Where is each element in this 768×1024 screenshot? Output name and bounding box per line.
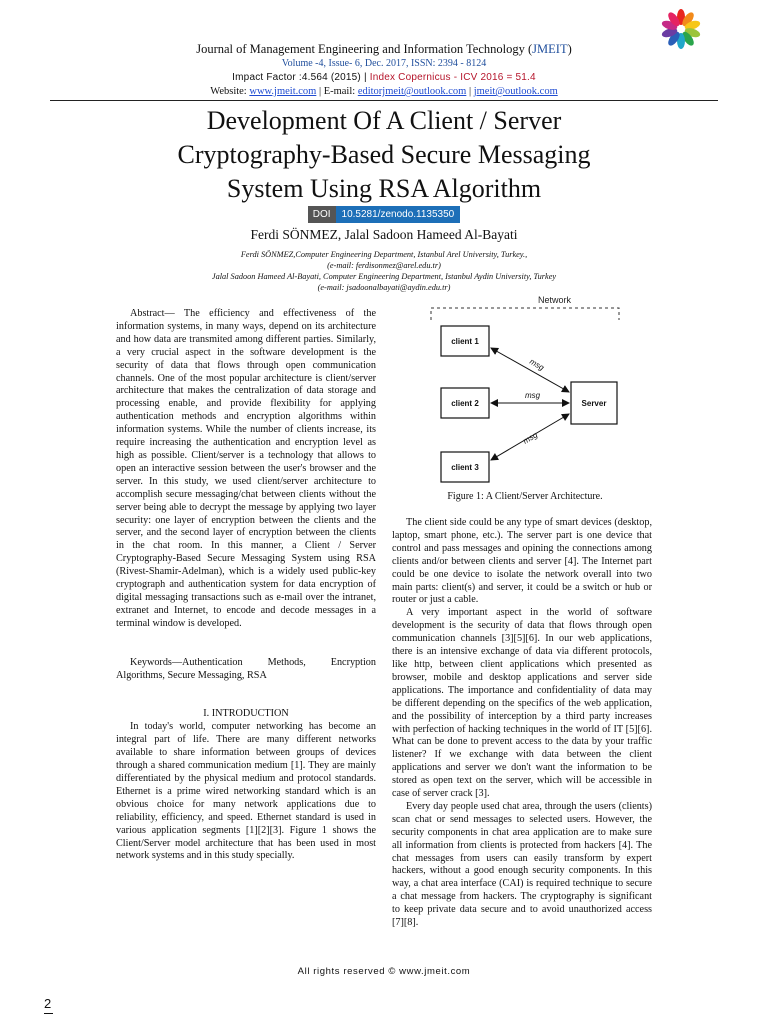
doi-label: DOI [308, 206, 336, 223]
paper-title [0, 104, 768, 206]
network-label: Network [538, 295, 572, 305]
authors: Ferdi SÖNMEZ, Jalal Sadoon Hameed Al-Bayati [250, 227, 518, 242]
client-2-label: client 2 [451, 399, 479, 408]
link-client1-server [491, 348, 569, 392]
website-link[interactable]: www.jmeit.com [249, 86, 317, 97]
msg-label-1: msg [528, 356, 546, 373]
server-label: Server [581, 399, 607, 408]
client-1-label: client 1 [451, 337, 479, 346]
website-line [0, 86, 768, 97]
index-copernicus: Index Copernicus - ICV 2016 = 51.4 [369, 72, 536, 83]
right-column [392, 517, 652, 930]
section-heading-introduction: I. INTRODUCTION [203, 708, 289, 720]
title-line-3: System Using RSA Algorithm [226, 174, 542, 203]
journal-acronym: JMEIT [532, 42, 568, 56]
page-number: 2 [44, 996, 52, 1011]
email-label: | E-mail: [316, 86, 358, 97]
right-paragraph-1: The client side could be any type of smart devices (desktop, laptop, smart phone, etc.). The server part is one device that control and pass messages and opining the connections among clients and/or between clients and server [4]. The Internet part could be one device to isolate the network overall into two main parts: client(s) and server, it could be a switch or hub or router or just a cable. [392, 517, 652, 606]
journal-suffix: ) [567, 42, 572, 56]
title-line-1: Development Of A Client / Server [206, 106, 562, 135]
doi-badge[interactable] [308, 206, 460, 223]
keywords: Keywords—Authentication Methods, Encryption Algorithms, Secure Messaging, RSA [116, 656, 376, 681]
volume-line: Volume -4, Issue- 6, Dec. 2017, ISSN: 2394 - 8124 [281, 58, 487, 69]
impact-line [0, 72, 768, 83]
journal-prefix: Journal of Management Engineering and Information Technology ( [196, 42, 533, 56]
email-link-editor[interactable]: editorjmeit@outlook.com [357, 86, 467, 97]
msg-label-3: msg [521, 430, 540, 446]
right-paragraph-3: Every day people used chat area, through the users (clients) scan chat or send messages to selected users. However, the security components in chat area application are to make sure all information from clients is protected from hackers [4]. The chat messages from users can easily transform by expert hackers, without a good enough security components. In this way, a chat area interface (CAI) is required technique to secure a chat message from hackers. The cryptography is significant to keep private data secure and to avoid unauthorized access [7][8]. [392, 800, 652, 929]
header-divider [50, 100, 718, 101]
affiliation-2-email: (e-mail: jsadoonalbayati@aydin.edu.tr) [317, 283, 451, 292]
impact-factor: Impact Factor :4.564 (2015) | [232, 72, 370, 83]
left-column [116, 308, 376, 863]
client-3-label: client 3 [451, 463, 479, 472]
journal-name [0, 42, 768, 57]
page-number-underline [44, 1013, 53, 1014]
affiliation-1: Ferdi SÖNMEZ,Computer Engineering Department, Istanbul Arel University, Turkey., [240, 250, 528, 259]
introduction-paragraph: In today's world, computer networking has become an integral part of life. There are many different networks available to share information between groups of devices through a shared communication medium [1]. They are mainly differentiated by the physical medium and protocol standards. Ethernet is a prime wired networking standard which is an obvious choice for many network applications due to reliability, efficiency, and speed. Ethernet standard is used in various application segments [1][2][3]. Figure 1 shows the Client/Server model architecture that has been used in most network systems and in this study specially. [116, 721, 376, 862]
website-label: Website: [210, 86, 250, 97]
msg-label-2: msg [525, 391, 541, 400]
doi-badge-row [0, 206, 768, 223]
client-server-diagram [425, 292, 625, 490]
right-paragraph-2: A very important aspect in the world of software development is the security of data that flows through open communication channels [3][5][6]. In our web applications, there is an intensive exchange of data via different protocols, like http, between client applications which presented as browser, mobile and desktop applications and server side applications. The importance and confidentiality of data may be different depending on the specifics of the web application, and the possibility of interception by a third party increases with perfection of hacking techniques in the world of IT [5][6]. What can be done to prevent access to the data by your traffic listener? If we exchange with data between the client applications and server we don't want the information to be stored as open text on the server, which will be accessible in case of server crack [3]. [392, 607, 652, 800]
figure-1-caption: Figure 1: A Client/Server Architecture. [447, 491, 603, 502]
email-separator: | [466, 86, 474, 97]
email-link-jmeit[interactable]: jmeit@outlook.com [473, 86, 558, 97]
doi-value: 10.5281/zenodo.1135350 [336, 206, 461, 223]
affiliation-1-email: (e-mail: ferdisonmez@arel.edu.tr) [327, 261, 441, 270]
figure-1 [425, 292, 625, 490]
affiliation-2: Jalal Sadoon Hameed Al-Bayati, Computer Engineering Department, Istanbul Aydin University, Turkey [211, 272, 557, 281]
footer-rights: All rights reserved © www.jmeit.com [297, 966, 471, 977]
title-line-2: Cryptography-Based Secure Messaging [177, 140, 591, 169]
abstract: Abstract— The efficiency and effectiveness of the information systems, in many ways, depend on its architecture and how data are transmited among different parties. Similarly, a very crucial aspect in the software development is the security of data that flows through open communication channels. One of the most popular architecture is client/server architecture that makes the centralization of data storage and processing enable, and provide flexibility for applying authentication methods and encryption algorithms within information systems. While the number of clients increase, its require increasing the authentication and encryption level as high as possible. Client/server is a technology that allows to open an interactive session between the user's browser and the server. In this study, we used client/server architecture to accomplish secure messaging/chat between clients without the server being able to decrypt the message by applying two layer security: one layer of encryption between the clients and the server, and the second layer of encryption between the clients in the chat room. In this manner, a Client / Server Cryptography-Based Secure Messaging System using RSA (Rivest-Shamir-Adelman), which is a widely used public-key cryptograph and authentication system for data encryption of digital messaging transactions such as e-mail over the intranet, extranet and Internet, to encode and decode messages in a terminal window is developed. [116, 308, 376, 629]
network-boundary [431, 308, 619, 320]
